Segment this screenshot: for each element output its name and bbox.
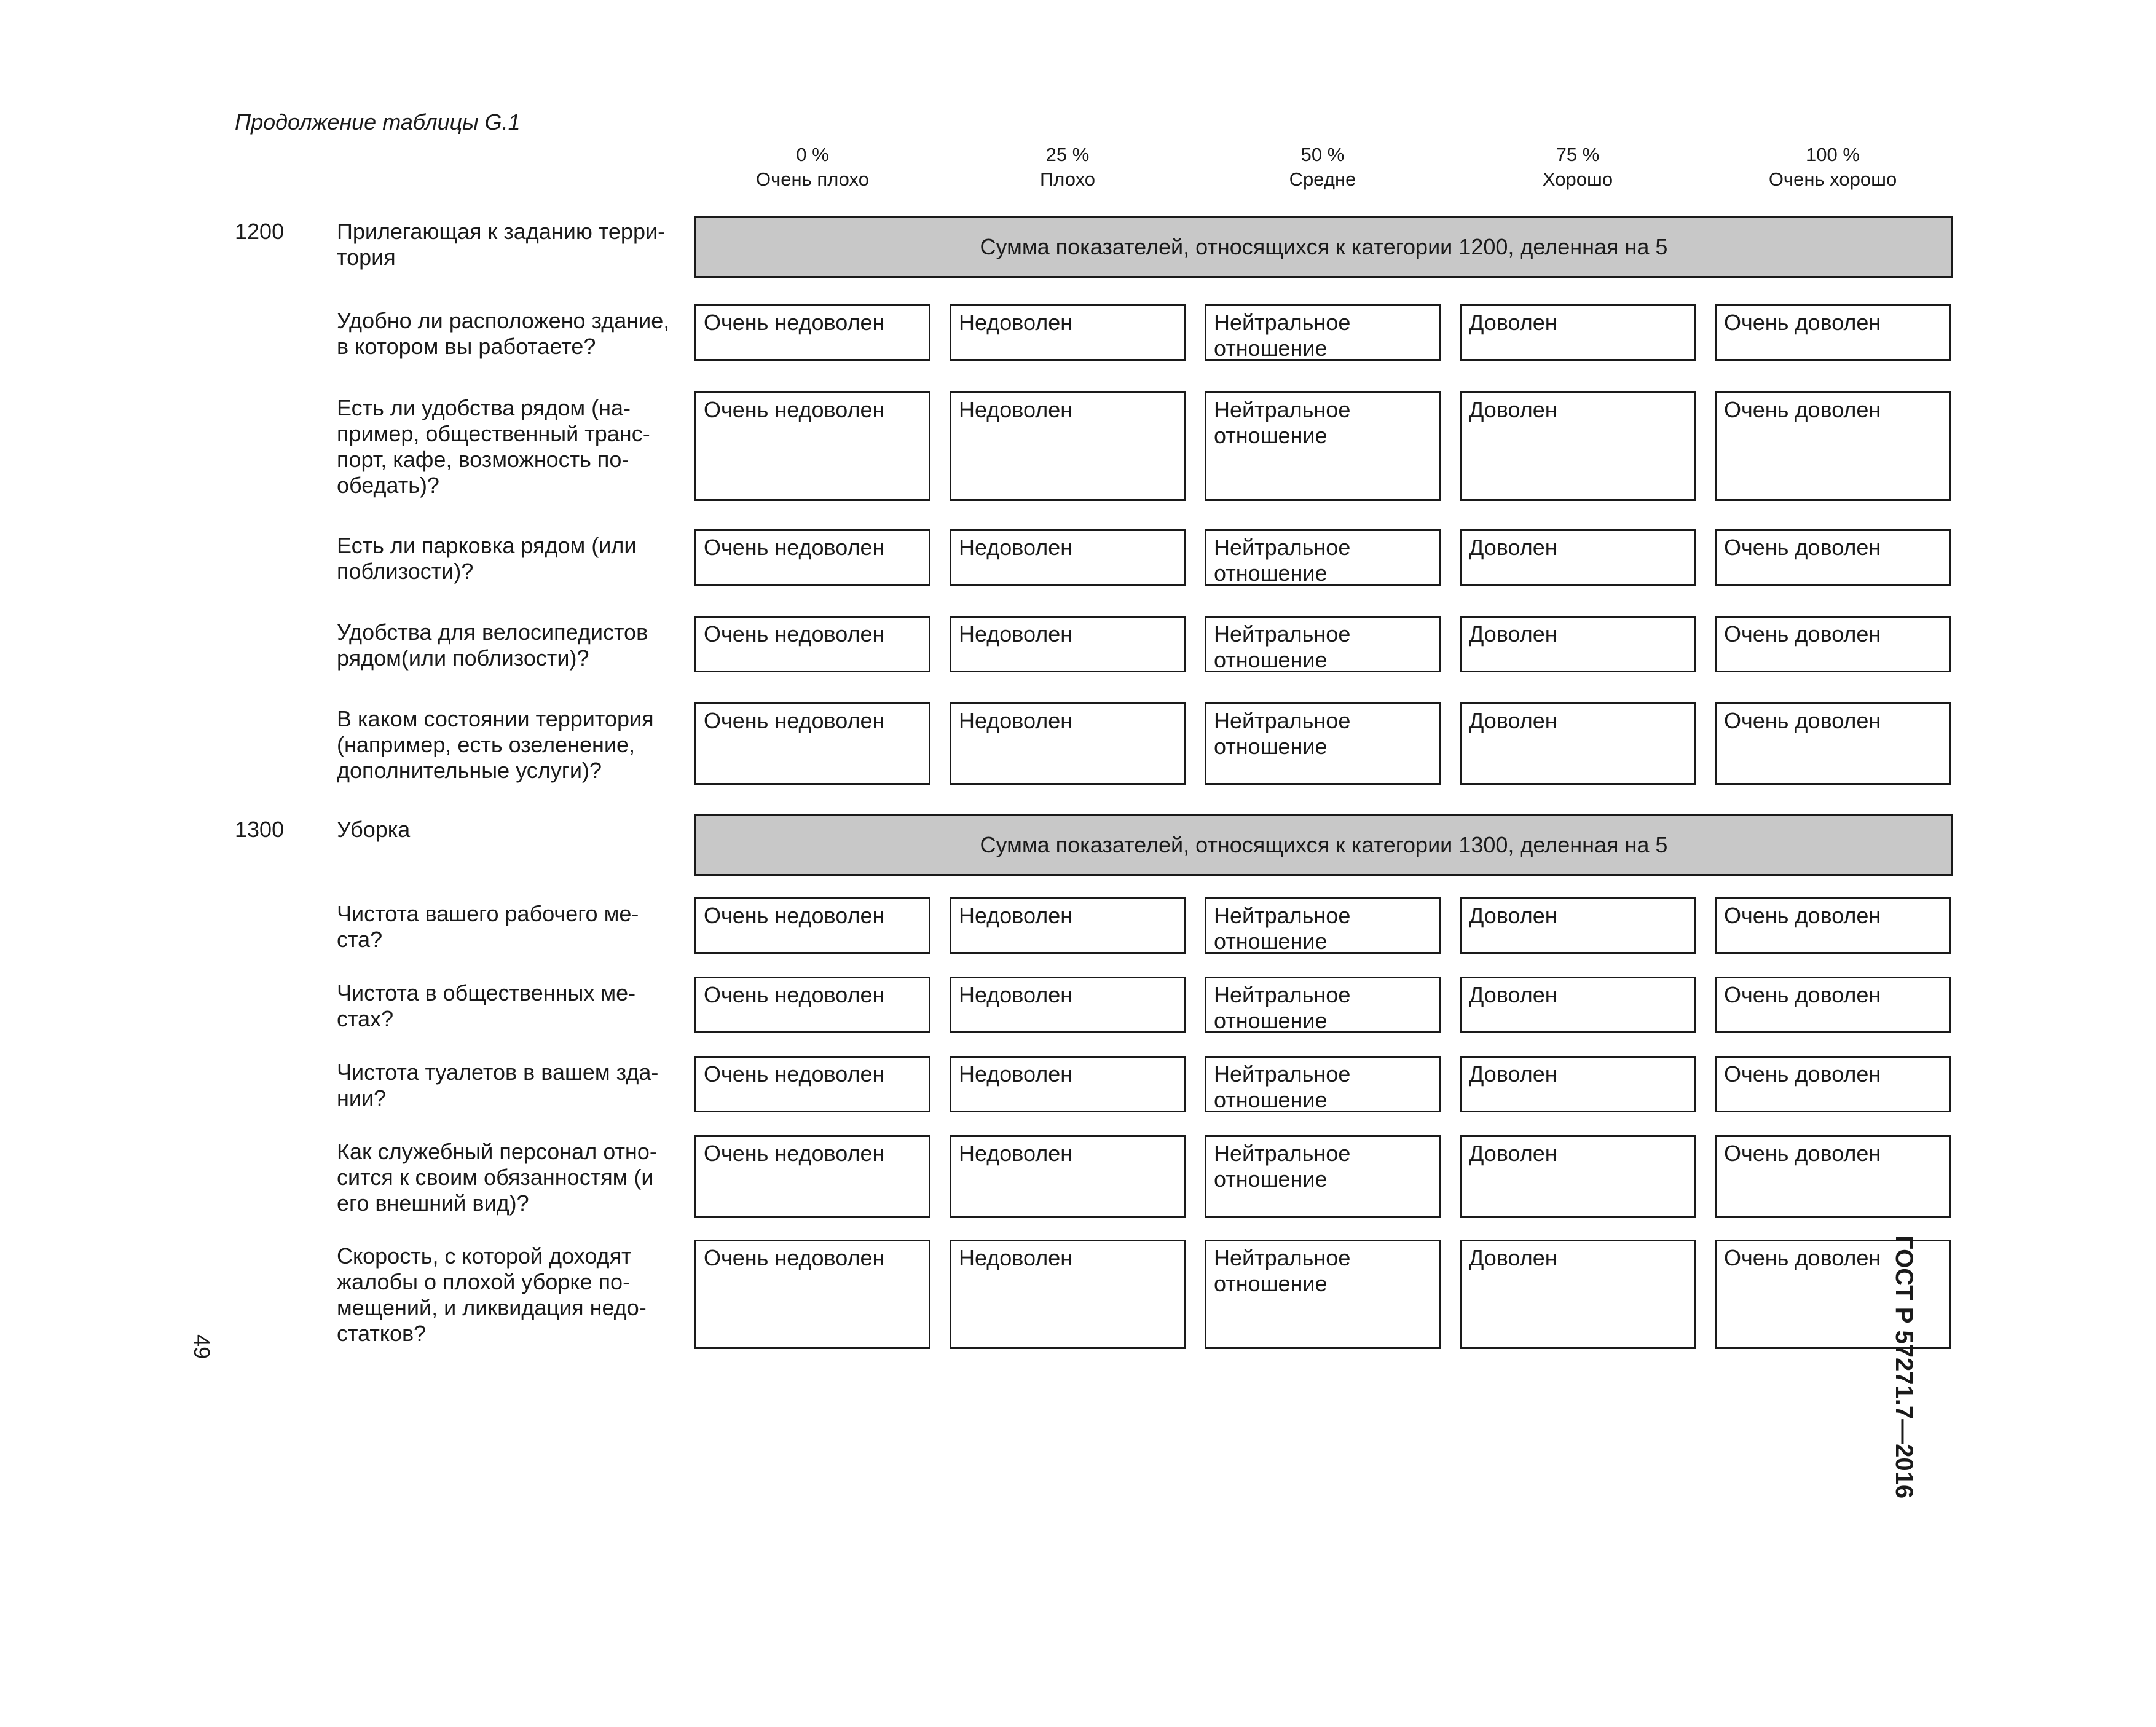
answer-option-box[interactable] [694,897,930,954]
question-line: Удобно ли расположено здание, [337,308,670,333]
answer-option-label: Нейтральное [1214,1245,1351,1270]
category-code: 1300 [235,817,285,842]
category-code: 1200 [235,219,285,244]
answer-option-box[interactable] [1460,616,1696,672]
column-label: Очень плохо [756,168,869,190]
answer-option-box[interactable] [950,616,1186,672]
answer-option-label: Очень доволен [1724,708,1881,733]
question-text [337,308,687,360]
column-percent: 25 % [1045,144,1090,165]
column-percent: 0 % [796,144,829,165]
question-line: Скорость, с которой доходят [337,1243,632,1269]
answer-option-box[interactable] [694,1135,930,1218]
column-label: Очень хорошо [1768,168,1897,190]
answer-option-box[interactable] [950,897,1186,954]
answer-option-box[interactable] [694,616,930,672]
answer-option-label: Очень недоволен [704,1141,885,1166]
answer-option-label: Нейтральное [1214,310,1351,335]
answer-option-box[interactable] [1205,391,1441,501]
answer-option-box[interactable] [1205,702,1441,785]
answer-option-label: Недоволен [959,535,1073,560]
answer-option-label: Недоволен [959,1061,1073,1087]
answer-option-label: Нейтральное [1214,1141,1351,1166]
answer-option-box[interactable] [1460,897,1696,954]
question-line: рядом(или поблизости)? [337,645,589,671]
question-text [337,1139,687,1216]
question-line: порт, кафе, возможность по- [337,447,629,472]
category-sum-bar: Сумма показателей, относящихся к категории 1300, деленная на 5 [694,814,1953,876]
answer-option-box[interactable] [694,391,930,501]
column-header [1716,143,1949,192]
question-text [337,980,687,1032]
question-line: стах? [337,1006,394,1031]
answer-option-box[interactable] [1460,304,1696,361]
column-percent: 100 % [1806,144,1860,165]
answer-option-box[interactable] [1715,304,1951,361]
answer-option-box[interactable] [694,529,930,586]
answer-option-label: Очень доволен [1724,1141,1881,1166]
answer-option-box[interactable] [694,304,930,361]
answer-option-label: отношение [1214,1166,1328,1192]
answer-option-label: Нейтральное [1214,535,1351,560]
question-text [337,533,687,584]
answer-option-label: Доволен [1469,397,1557,422]
question-line: его внешний вид)? [337,1190,529,1216]
answer-option-box[interactable] [1715,897,1951,954]
category-title [337,817,687,843]
question-line: дополнительные услуги)? [337,758,602,783]
answer-option-label: отношение [1214,1271,1328,1296]
answer-option-box[interactable] [1205,897,1441,954]
column-header [696,143,929,192]
answer-option-label: Недоволен [959,397,1073,422]
question-line: Чистота в общественных ме- [337,980,636,1005]
answer-option-label: Доволен [1469,535,1557,560]
category-title-line: Уборка [337,817,411,842]
answer-option-label: Очень доволен [1724,397,1881,422]
answer-option-label: Нейтральное [1214,621,1351,647]
answer-option-box[interactable] [950,1135,1186,1218]
answer-option-label: Очень доволен [1724,535,1881,560]
question-line: Есть ли парковка рядом (или [337,533,637,558]
answer-option-box[interactable] [1205,977,1441,1033]
column-header [1206,143,1439,192]
answer-option-box[interactable] [1715,616,1951,672]
question-line: Как служебный персонал отно- [337,1139,657,1164]
answer-option-box[interactable] [694,977,930,1033]
answer-option-label: Очень недоволен [704,708,885,733]
answer-option-label: Недоволен [959,1141,1073,1166]
answer-option-label: Очень недоволен [704,535,885,560]
answer-option-label: Доволен [1469,1245,1557,1270]
question-text [337,1060,687,1111]
category-title [337,219,687,270]
answer-option-label: Очень доволен [1724,1061,1881,1087]
table-caption: Продолжение таблицы G.1 [235,109,521,135]
answer-option-label: отношение [1214,561,1328,586]
question-line: Есть ли удобства рядом (на- [337,395,631,420]
answer-option-label: Недоволен [959,903,1073,928]
question-line: сится к своим обязанностям (и [337,1165,654,1190]
answer-option-box[interactable] [1205,1135,1441,1218]
answer-option-label: Недоволен [959,621,1073,647]
answer-option-box[interactable] [950,1240,1186,1349]
answer-option-label: Очень доволен [1724,621,1881,647]
question-line: Удобства для велосипедистов [337,620,648,645]
answer-option-box[interactable] [1205,1056,1441,1112]
answer-option-box[interactable] [1460,702,1696,785]
answer-option-label: Нейтральное [1214,903,1351,928]
answer-option-label: Доволен [1469,1061,1557,1087]
category-title-line: тория [337,245,396,270]
question-line: нии? [337,1085,387,1111]
question-line: ста? [337,927,383,952]
answer-option-box[interactable] [1715,1056,1951,1112]
answer-option-label: Недоволен [959,310,1073,335]
answer-option-box[interactable] [694,1056,930,1112]
answer-option-label: Очень доволен [1724,903,1881,928]
question-line: В каком состоянии территория [337,706,654,731]
column-header [951,143,1184,192]
answer-option-label: Доволен [1469,982,1557,1007]
column-label: Хорошо [1542,168,1613,190]
answer-option-box[interactable] [950,1056,1186,1112]
answer-option-label: отношение [1214,423,1328,448]
answer-option-box[interactable] [950,529,1186,586]
question-text [337,901,687,953]
category-sum-bar: Сумма показателей, относящихся к категории 1200, деленная на 5 [694,216,1953,278]
answer-option-label: Очень недоволен [704,903,885,928]
answer-option-label: отношение [1214,1008,1328,1033]
answer-option-label: Нейтральное [1214,397,1351,422]
question-text [337,620,687,671]
question-text [337,706,687,784]
question-text [337,395,687,498]
answer-option-label: Доволен [1469,1141,1557,1166]
answer-option-label: Очень недоволен [704,1061,885,1087]
answer-option-label: Очень недоволен [704,1245,885,1270]
question-line: Чистота туалетов в вашем зда- [337,1060,659,1085]
answer-option-box[interactable] [950,977,1186,1033]
answer-option-box[interactable] [1460,391,1696,501]
answer-option-label: Очень доволен [1724,982,1881,1007]
answer-option-label: Недоволен [959,982,1073,1007]
answer-option-label: Очень недоволен [704,310,885,335]
question-line: обедать)? [337,473,439,498]
answer-option-box[interactable] [1460,1135,1696,1218]
answer-option-box[interactable] [950,702,1186,785]
answer-option-label: Нейтральное [1214,982,1351,1007]
answer-option-label: Доволен [1469,310,1557,335]
answer-option-box[interactable] [1715,977,1951,1033]
answer-option-box[interactable] [1715,391,1951,501]
page-number: 49 [189,1334,215,1359]
column-header [1461,143,1694,192]
answer-option-box[interactable] [694,702,930,785]
answer-option-box[interactable] [950,391,1186,501]
answer-option-label: Недоволен [959,1245,1073,1270]
question-line: пример, общественный транс- [337,421,650,446]
answer-option-label: Доволен [1469,903,1557,928]
answer-option-box[interactable] [1205,616,1441,672]
answer-option-box[interactable] [1715,702,1951,785]
answer-option-label: отношение [1214,336,1328,361]
answer-option-box[interactable] [1205,529,1441,586]
column-percent: 50 % [1300,144,1345,165]
answer-option-box[interactable] [950,304,1186,361]
question-line: мещений, и ликвидация недо- [337,1295,647,1320]
question-line: Чистота вашего рабочего ме- [337,901,639,926]
answer-option-label: Очень недоволен [704,397,885,422]
answer-option-label: Недоволен [959,708,1073,733]
answer-option-box[interactable] [1715,1135,1951,1218]
column-label: Средне [1289,168,1356,190]
answer-option-label: Нейтральное [1214,708,1351,733]
answer-option-box[interactable] [1460,1240,1696,1349]
answer-option-box[interactable] [1205,1240,1441,1349]
column-label: Плохо [1039,168,1095,190]
answer-option-label: отношение [1214,929,1328,954]
question-text [337,1243,687,1347]
answer-option-box[interactable] [1460,529,1696,586]
question-line: (например, есть озеленение, [337,732,635,757]
answer-option-label: Доволен [1469,708,1557,733]
standard-designation: ГОСТ Р 57271.7—2016 [1890,1235,1918,1499]
answer-option-label: отношение [1214,647,1328,672]
answer-option-box[interactable] [1460,1056,1696,1112]
answer-option-label: Очень недоволен [704,621,885,647]
answer-option-box[interactable] [1205,304,1441,361]
answer-option-label: Очень доволен [1724,1245,1881,1270]
column-percent: 75 % [1556,144,1600,165]
answer-option-label: Доволен [1469,621,1557,647]
answer-option-label: отношение [1214,734,1328,759]
question-line: жалобы о плохой уборке по- [337,1269,631,1294]
answer-option-label: Очень доволен [1724,310,1881,335]
question-line: поблизости)? [337,559,474,584]
answer-option-label: Очень недоволен [704,982,885,1007]
answer-option-label: Нейтральное [1214,1061,1351,1087]
question-line: в котором вы работаете? [337,334,596,359]
answer-option-box[interactable] [1715,529,1951,586]
answer-option-box[interactable] [694,1240,930,1349]
answer-option-label: отношение [1214,1087,1328,1112]
category-title-line: Прилегающая к заданию терри- [337,219,666,244]
answer-option-box[interactable] [1460,977,1696,1033]
question-line: статков? [337,1321,427,1346]
